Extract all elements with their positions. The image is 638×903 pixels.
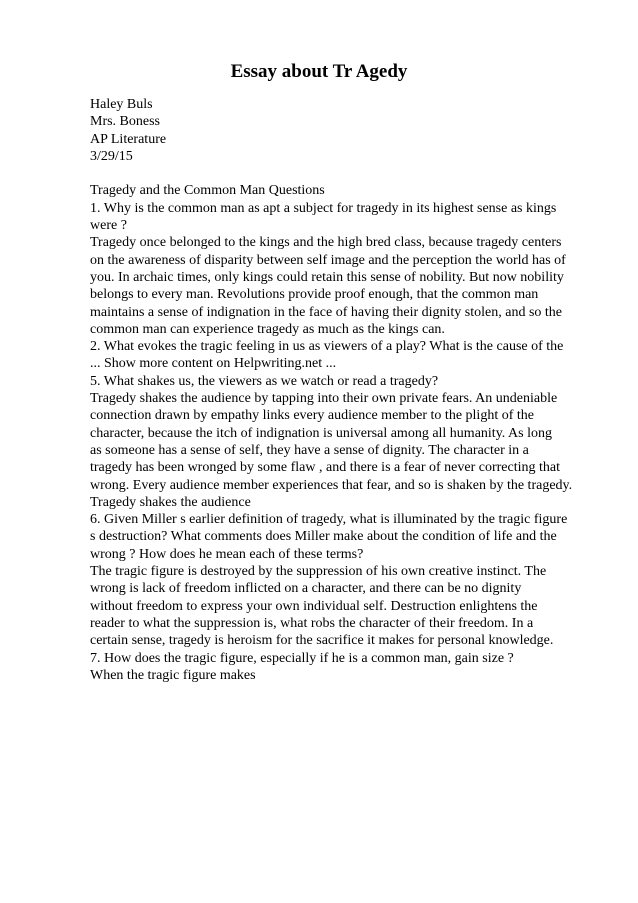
- essay-line: connection drawn by empathy links every audience member to the plight of the: [90, 408, 534, 424]
- essay-line: 1. Why is the common man as apt a subject for tragedy in its highest sense as kings: [90, 200, 557, 216]
- document-title: Essay about Tr Agedy: [230, 61, 408, 82]
- essay-line: character, because the itch of indignation is universal among all humanity. As long: [90, 425, 552, 441]
- essay-line: belongs to every man. Revolutions provide proof enough, that the common man: [90, 287, 539, 303]
- essay-line: Tragedy shakes the audience: [90, 494, 251, 510]
- essay-line: 7. How does the tragic figure, especially if he is a common man, gain size ?: [90, 650, 514, 666]
- course-name: AP Literature: [90, 131, 167, 147]
- essay-line: were ?: [90, 218, 127, 234]
- author-name: Haley Buls: [90, 97, 153, 112]
- essay-line: as someone has a sense of self, they have a sense of dignity. The character in a: [90, 442, 529, 458]
- essay-line: Tragedy shakes the audience by tapping into their own private fears. An undeniable: [90, 391, 558, 407]
- essay-line: without freedom to express your own individual self. Destruction enlightens the: [90, 598, 538, 614]
- essay-line: When the tragic figure makes: [90, 667, 256, 683]
- essay-line: wrong is lack of freedom inflicted on a character, and there can be no dignity: [90, 581, 522, 597]
- document-date: 3/29/15: [90, 148, 133, 164]
- essay-line: on the awareness of disparity between self image and the perception the world has of: [90, 252, 566, 268]
- essay-line: tragedy has been wronged by some flaw , and there is a fear of never correcting that: [90, 460, 560, 476]
- essay-line: 6. Given Miller s earlier definition of tragedy, what is illuminated by the tragic figure: [90, 512, 568, 528]
- essay-line: 2. What evokes the tragic feeling in us as viewers of a play? What is the cause of the: [90, 339, 564, 355]
- essay-line: maintains a sense of indignation in the face of having their dignity stolen, and so the: [90, 304, 563, 320]
- essay-line: reader to what the suppression is, what robs the character of their freedom. In a: [90, 615, 534, 631]
- essay-line: s destruction? What comments does Miller make about the condition of life and the: [90, 529, 557, 545]
- essay-line: ... Show more content on Helpwriting.net ...: [90, 356, 337, 372]
- document-body: [90, 96, 610, 684]
- essay-line: wrong. Every audience member experiences that fear, and so is shaken by the tragedy.: [90, 477, 573, 493]
- essay-line: 5. What shakes us, the viewers as we watch or read a tragedy?: [90, 373, 439, 389]
- essay-line: certain sense, tragedy is heroism for the sacrifice it makes for personal knowledge.: [90, 633, 554, 649]
- essay-line: common man can experience tragedy as much as the kings can.: [90, 321, 445, 337]
- essay-line: Tragedy once belonged to the kings and the high bred class, because tragedy centers: [90, 235, 562, 251]
- essay-line: The tragic figure is destroyed by the suppression of his own creative instinct. The: [90, 564, 547, 580]
- teacher-name: Mrs. Boness: [90, 114, 161, 130]
- essay-line: wrong ? How does he mean each of these terms?: [90, 546, 364, 562]
- essay-content: [90, 182, 610, 684]
- essay-line: Tragedy and the Common Man Questions: [90, 183, 325, 199]
- essay-line: you. In archaic times, only kings could retain this sense of nobility. But now nobility: [90, 269, 564, 285]
- spacer: [90, 165, 610, 182]
